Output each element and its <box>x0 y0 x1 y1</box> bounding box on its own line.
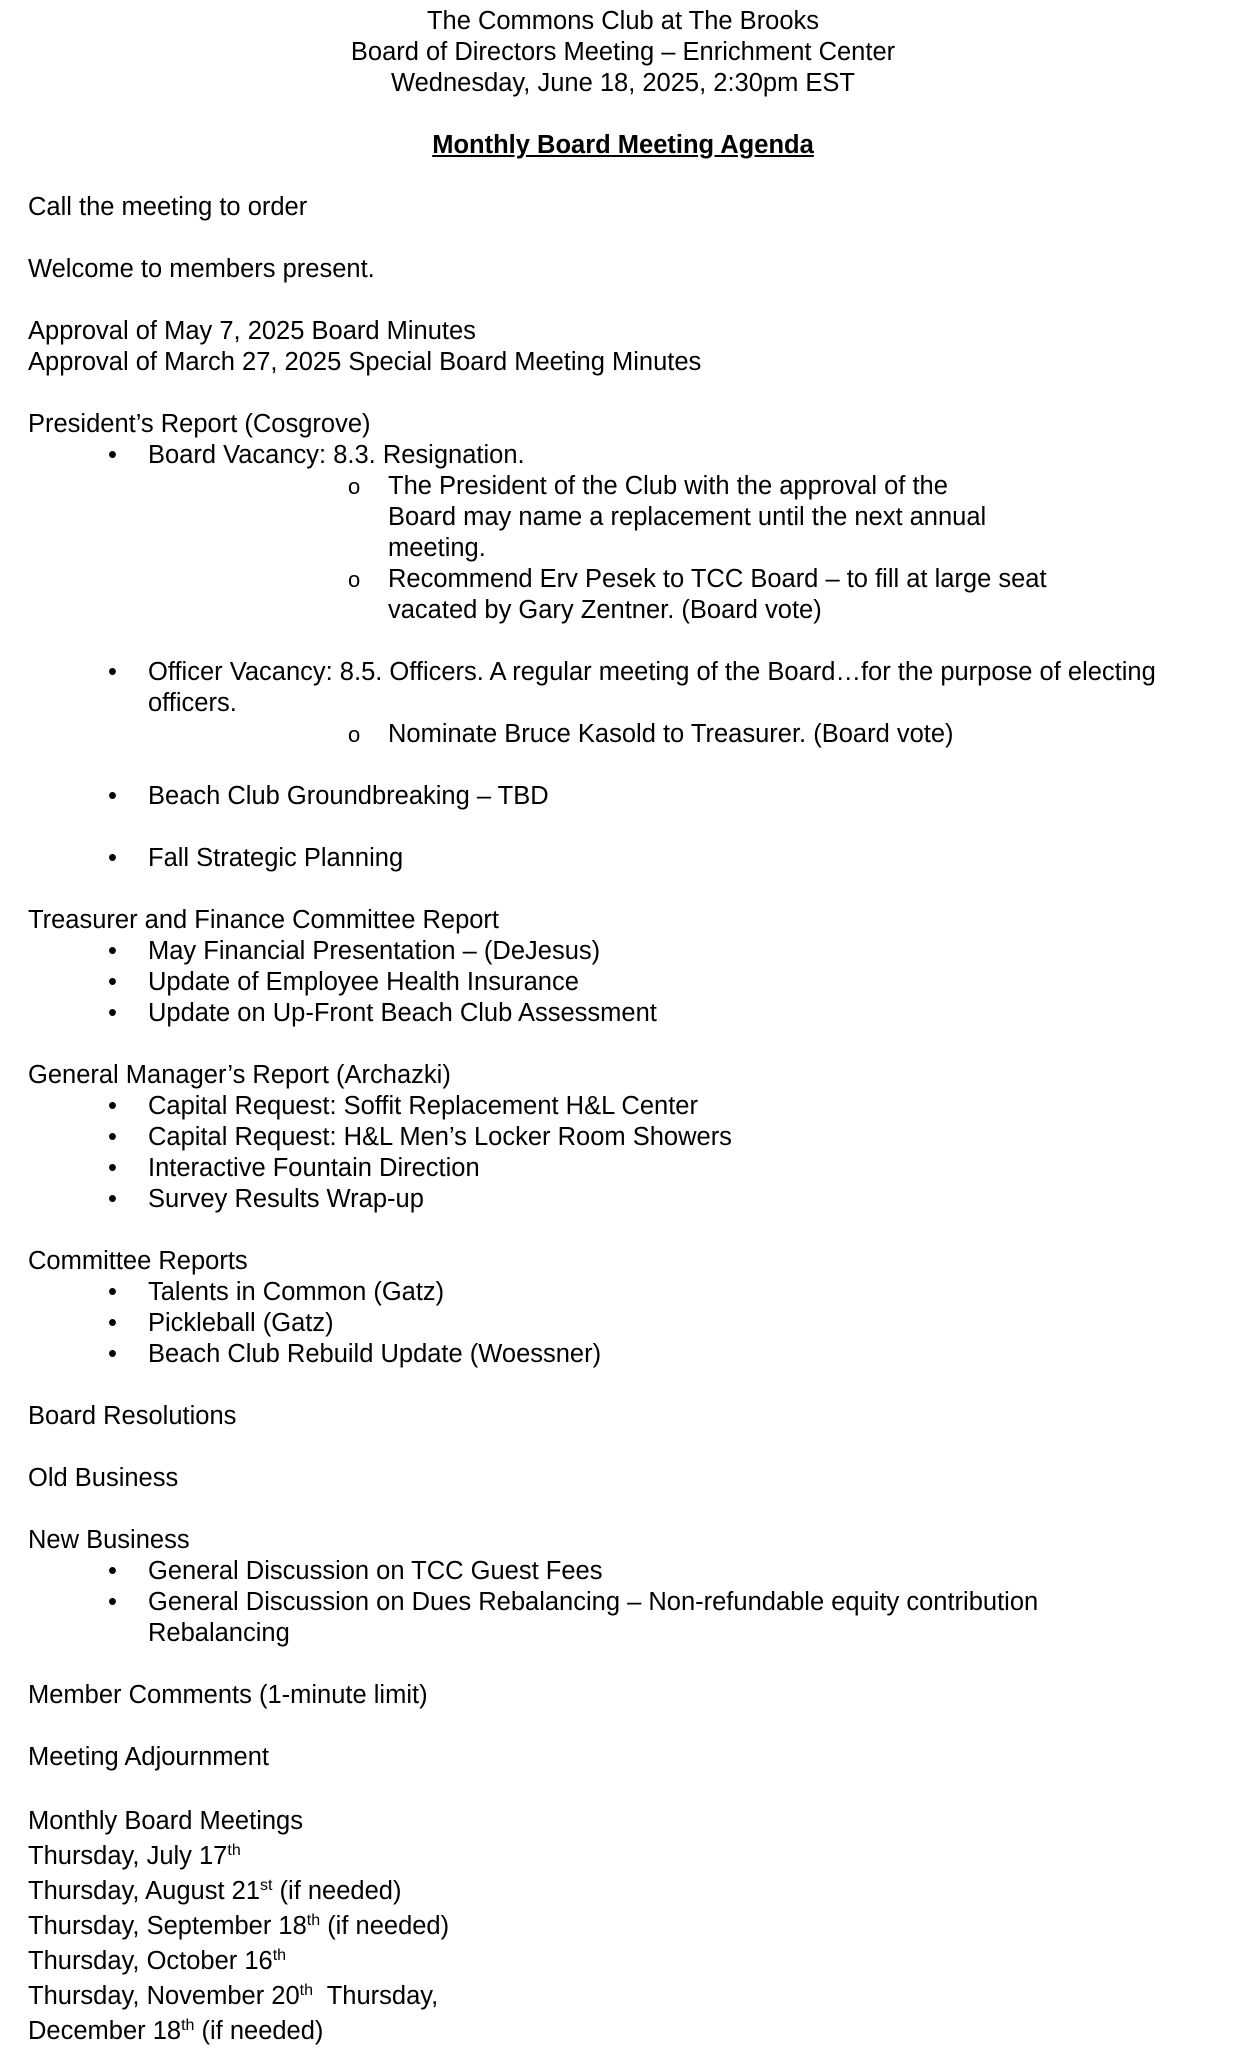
new-business-heading: New Business <box>28 1526 190 1554</box>
document-header <box>28 6 1218 99</box>
board-resolutions-heading: Board Resolutions <box>28 1402 237 1430</box>
schedule-item: Thursday, November 20th Thursday, <box>28 1982 439 2010</box>
list-item <box>28 657 1223 781</box>
list-item: • Survey Results Wrap-up <box>28 1184 1223 1215</box>
list-item: o Recommend Erv Pesek to TCC Board – to fill at large seat vacated by Gary Zentner. (Board vote) <box>148 564 1223 626</box>
list-item: • General Discussion on TCC Guest Fees <box>28 1556 1223 1587</box>
gm-report-list <box>28 1091 1223 1215</box>
list-item: • Update of Employee Health Insurance <box>28 967 1223 998</box>
schedule-item: Thursday, September 18th (if needed) <box>28 1912 450 1940</box>
club-name: The Commons Club at The Brooks <box>426 7 820 35</box>
adjournment-heading: Meeting Adjournment <box>28 1743 269 1771</box>
treasurer-report-list <box>28 936 1223 1029</box>
welcome-line: Welcome to members present. <box>28 255 375 283</box>
new-business-list <box>28 1556 1223 1649</box>
list-item: o Nominate Bruce Kasold to Treasurer. (Board vote) <box>148 719 1223 750</box>
schedule-item: Thursday, August 21st (if needed) <box>28 1877 402 1905</box>
list-item: • Pickleball (Gatz) <box>28 1308 1223 1339</box>
list-item <box>28 440 1223 657</box>
list-item: o The President of the Club with the approval of the Board may name a replacement until the next annual meeting. <box>148 471 1223 564</box>
list-item: • General Discussion on Dues Rebalancing – Non-refundable equity contribution Rebalancing <box>28 1587 1223 1649</box>
list-item: • Fall Strategic Planning <box>28 843 1223 874</box>
list-item: • May Financial Presentation – (DeJesus) <box>28 936 1223 967</box>
gm-report-heading: General Manager’s Report (Archazki) <box>28 1061 451 1089</box>
list-item: • Capital Request: Soffit Replacement H&L Center <box>28 1091 1223 1122</box>
schedule-item: Thursday, October 16th <box>28 1947 287 1975</box>
list-item: • Interactive Fountain Direction <box>28 1153 1223 1184</box>
list-item: • Capital Request: H&L Men’s Locker Room Showers <box>28 1122 1223 1153</box>
agenda-title: Monthly Board Meeting Agenda <box>432 131 814 159</box>
committee-reports-list <box>28 1277 1223 1370</box>
list-item: • Beach Club Rebuild Update (Woessner) <box>28 1339 1223 1370</box>
agenda-document <box>28 6 1223 2049</box>
president-report-heading: President’s Report (Cosgrove) <box>28 410 371 438</box>
schedule-heading: Monthly Board Meetings <box>28 1807 303 1835</box>
call-to-order: Call the meeting to order <box>28 193 308 221</box>
board-vacancy-sublist <box>148 471 1223 626</box>
schedule-item: December 18th (if needed) <box>28 2017 324 2045</box>
list-item: • Beach Club Groundbreaking – TBD <box>28 781 1223 812</box>
meeting-datetime: Wednesday, June 18, 2025, 2:30pm EST <box>390 69 856 97</box>
president-report-list <box>28 440 1223 874</box>
committee-reports-heading: Committee Reports <box>28 1247 248 1275</box>
list-item: • Talents in Common (Gatz) <box>28 1277 1223 1308</box>
officer-vacancy-item: • Officer Vacancy: 8.5. Officers. A regular meeting of the Board…for the purpose of electing officers. <box>148 658 1156 717</box>
approval-item: Approval of March 27, 2025 Special Board Meeting Minutes <box>28 348 702 376</box>
approval-item: Approval of May 7, 2025 Board Minutes <box>28 317 476 345</box>
schedule-item: Thursday, July 17th <box>28 1842 241 1870</box>
treasurer-report-heading: Treasurer and Finance Committee Report <box>28 906 500 934</box>
meeting-schedule <box>28 1804 1223 2049</box>
officer-vacancy-sublist <box>148 719 1223 750</box>
member-comments-heading: Member Comments (1-minute limit) <box>28 1681 428 1709</box>
list-item: • Update on Up-Front Beach Club Assessment <box>28 998 1223 1029</box>
old-business-heading: Old Business <box>28 1464 179 1492</box>
board-vacancy-item: • Board Vacancy: 8.3. Resignation. <box>148 441 525 469</box>
meeting-location: Board of Directors Meeting – Enrichment Center <box>350 38 896 66</box>
